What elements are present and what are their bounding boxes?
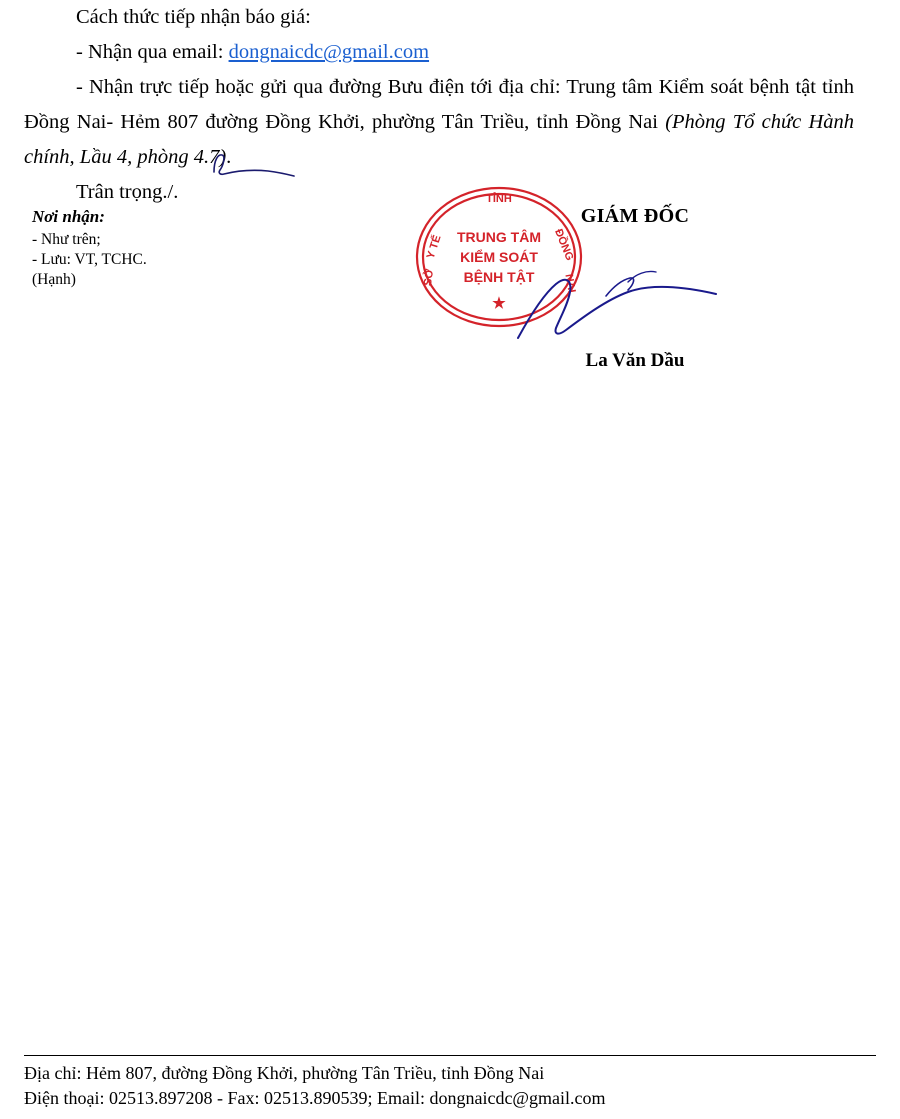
footer-contact: Điện thoại: 02513.897208 - Fax: 02513.890539; Email: dongnaicdc@gmail.com [24,1088,606,1108]
stamp-line-3: BỆNH TẬT [463,269,535,285]
page-footer [24,1055,876,1111]
stamp-line-2: KIỂM SOÁT [460,249,538,265]
recipients-item: - Lưu: VT, TCHC. [32,251,147,268]
email-link[interactable]: dongnaicdc@gmail.com [228,41,430,63]
paragraph-text-suffix: . [226,146,232,168]
footer-divider [24,1055,876,1056]
recipients-block [32,207,362,290]
paragraph-email-reception [24,35,854,70]
stamp-outer-bottom-right-text: NAI [562,273,578,294]
stamp-star-icon: ★ [492,295,506,312]
stamp-outer-right-text: ĐỒNG [552,227,576,263]
stamp-line-1: TRUNG TÂM [457,229,541,245]
signature-name: La Văn Dầu [585,350,685,371]
handwritten-signature-mark [510,260,735,350]
paragraph-text: Trân trọng./. [76,181,179,203]
stamp-outer-bottom-left-text: SỞ [421,268,437,287]
paragraph-text: Cách thức tiếp nhận báo giá: [76,6,311,28]
recipients-title: Nơi nhận: [32,207,105,226]
recipients-item: (Hạnh) [32,271,76,288]
recipients-item: - Như trên; [32,231,101,248]
stamp-outer-top-text: TỈNH [486,193,512,205]
handwritten-initial-mark [208,150,298,185]
paragraph-quote-method [24,0,854,35]
paragraph-text: - Nhận qua email: [76,41,229,63]
document-body [24,0,854,210]
footer-address: Địa chỉ: Hẻm 807, đường Đồng Khởi, phường Tân Triều, tỉnh Đồng Nai [24,1063,545,1083]
paragraph-text-italic: (Phòng Tổ chức Hành chính, Lầu 4, phòng 4.7) [24,111,854,168]
signature-title: GIÁM ĐỐC [580,205,690,227]
paragraph-direct-reception [24,70,854,175]
paragraph-text: - Nhận trực tiếp hoặc gửi qua đường Bưu điện tới địa chỉ: Trung tâm Kiểm soát bệnh tật tỉnh Đồng Nai- Hẻm 807 đường Đồng Khởi, phường Tân Triều, tỉnh Đồng Nai [24,76,854,133]
stamp-outer-left-text: Y TẾ [424,233,444,261]
